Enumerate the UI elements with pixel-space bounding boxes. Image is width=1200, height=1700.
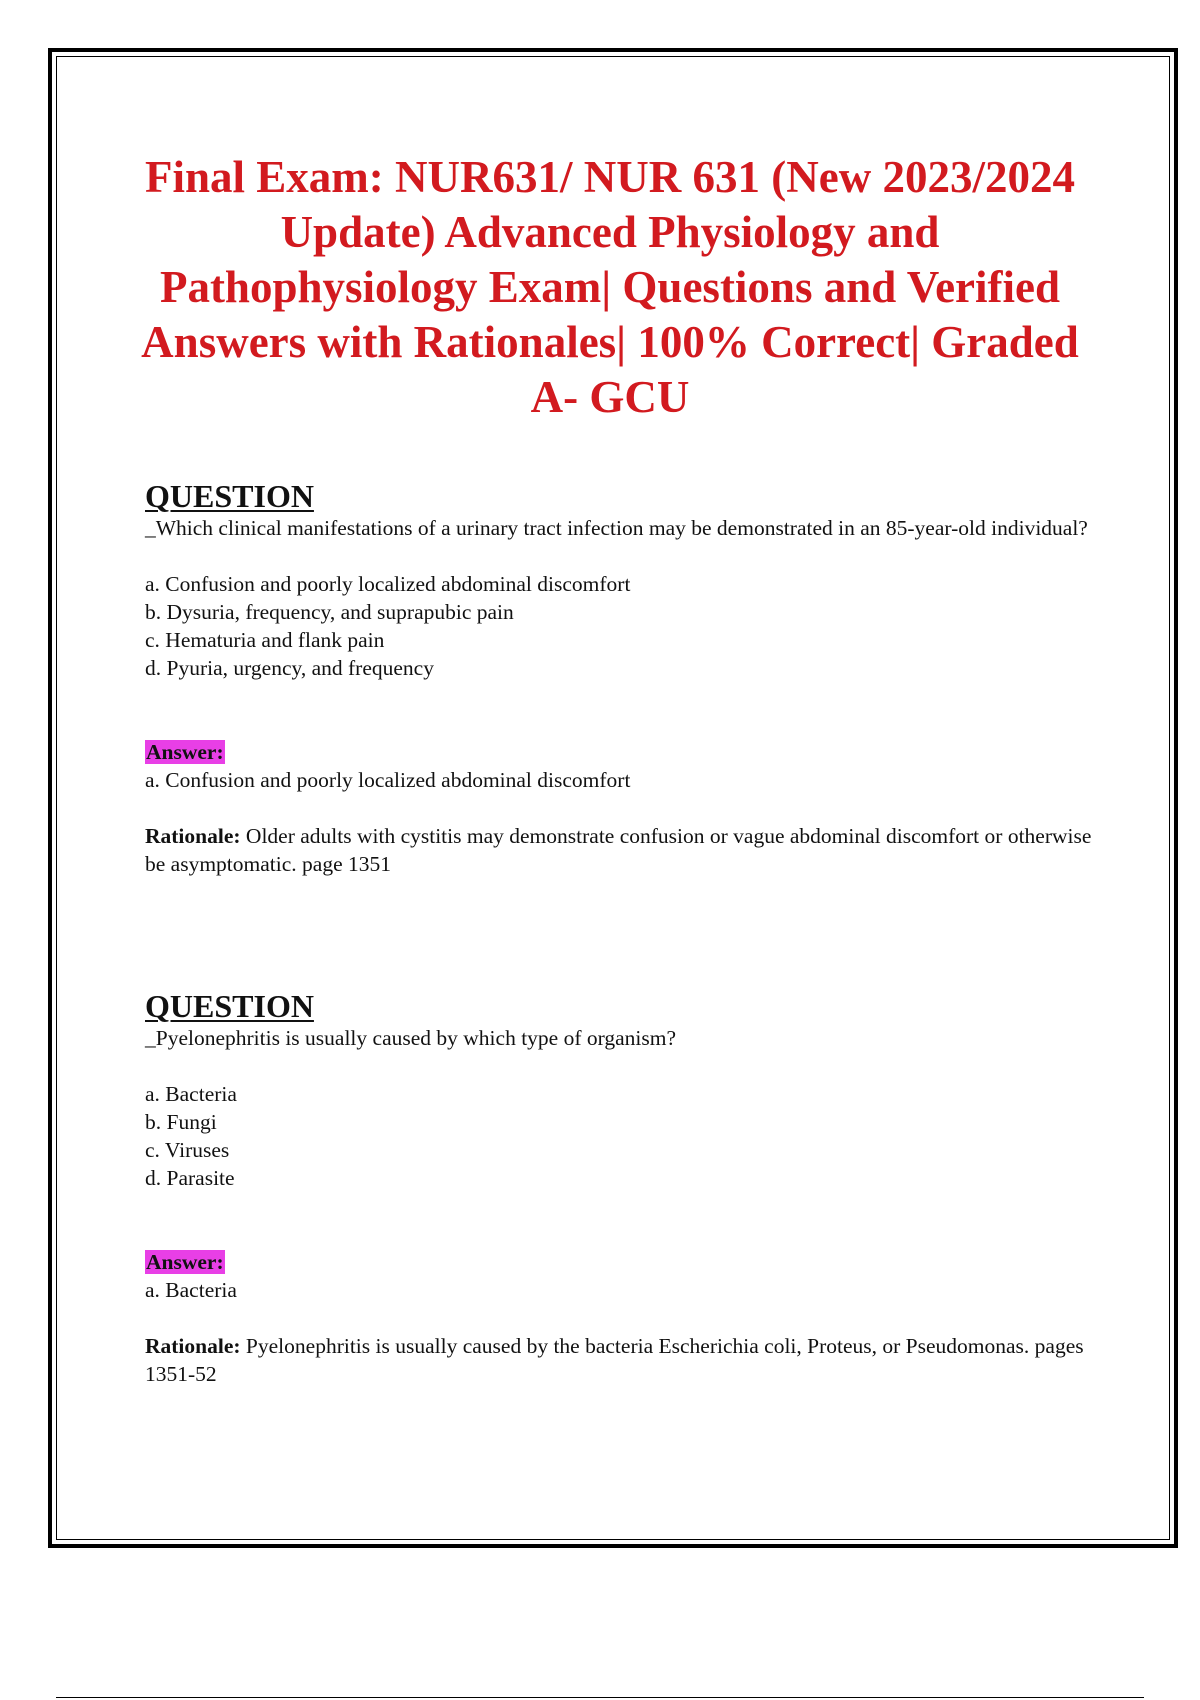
option-d: d. Parasite — [145, 1166, 235, 1190]
option-c: c. Viruses — [145, 1138, 230, 1162]
options-list — [145, 570, 1105, 682]
option-b: b. Fungi — [145, 1110, 217, 1134]
options-list — [145, 1080, 1105, 1192]
question-text: _Pyelonephritis is usually caused by which type of organism? — [145, 1026, 677, 1050]
answer-text: a. Bacteria — [145, 1278, 237, 1302]
question-text: _Which clinical manifestations of a urinary tract infection may be demonstrated in an 85-year-old individual? — [145, 516, 1088, 540]
question-block-1 — [145, 478, 1105, 878]
question-heading: QUESTION — [145, 988, 314, 1024]
rationale-label: Rationale: — [145, 824, 241, 848]
rationale — [145, 822, 1105, 878]
question-heading: QUESTION — [145, 478, 314, 514]
option-c: c. Hematuria and flank pain — [145, 628, 385, 652]
rationale-label: Rationale: — [145, 1334, 241, 1358]
answer-label: Answer: — [146, 740, 224, 764]
answer-text: a. Confusion and poorly localized abdominal discomfort — [145, 768, 631, 792]
answer-section — [145, 738, 1105, 794]
option-a: a. Confusion and poorly localized abdominal discomfort — [145, 572, 631, 596]
footer-divider — [56, 1697, 1144, 1698]
rationale-text: Pyelonephritis is usually caused by the bacteria Escherichia coli, Proteus, or Pseudomonas. pages 1351-52 — [145, 1334, 1084, 1386]
rationale — [145, 1332, 1105, 1388]
question-block-2 — [145, 988, 1105, 1388]
answer-section — [145, 1248, 1105, 1304]
answer-label: Answer: — [146, 1250, 224, 1274]
option-a: a. Bacteria — [145, 1082, 237, 1106]
document-title: Final Exam: NUR631/ NUR 631 (New 2023/2024 Update) Advanced Physiology and Pathophysiology Exam| Questions and Verified Answers with Rationales| 100% Correct| Graded A- GCU — [141, 152, 1079, 422]
option-d: d. Pyuria, urgency, and frequency — [145, 656, 434, 680]
option-b: b. Dysuria, frequency, and suprapubic pain — [145, 600, 514, 624]
rationale-text: Older adults with cystitis may demonstrate confusion or vague abdominal discomfort or otherwise be asymptomatic. page 1351 — [145, 824, 1092, 876]
